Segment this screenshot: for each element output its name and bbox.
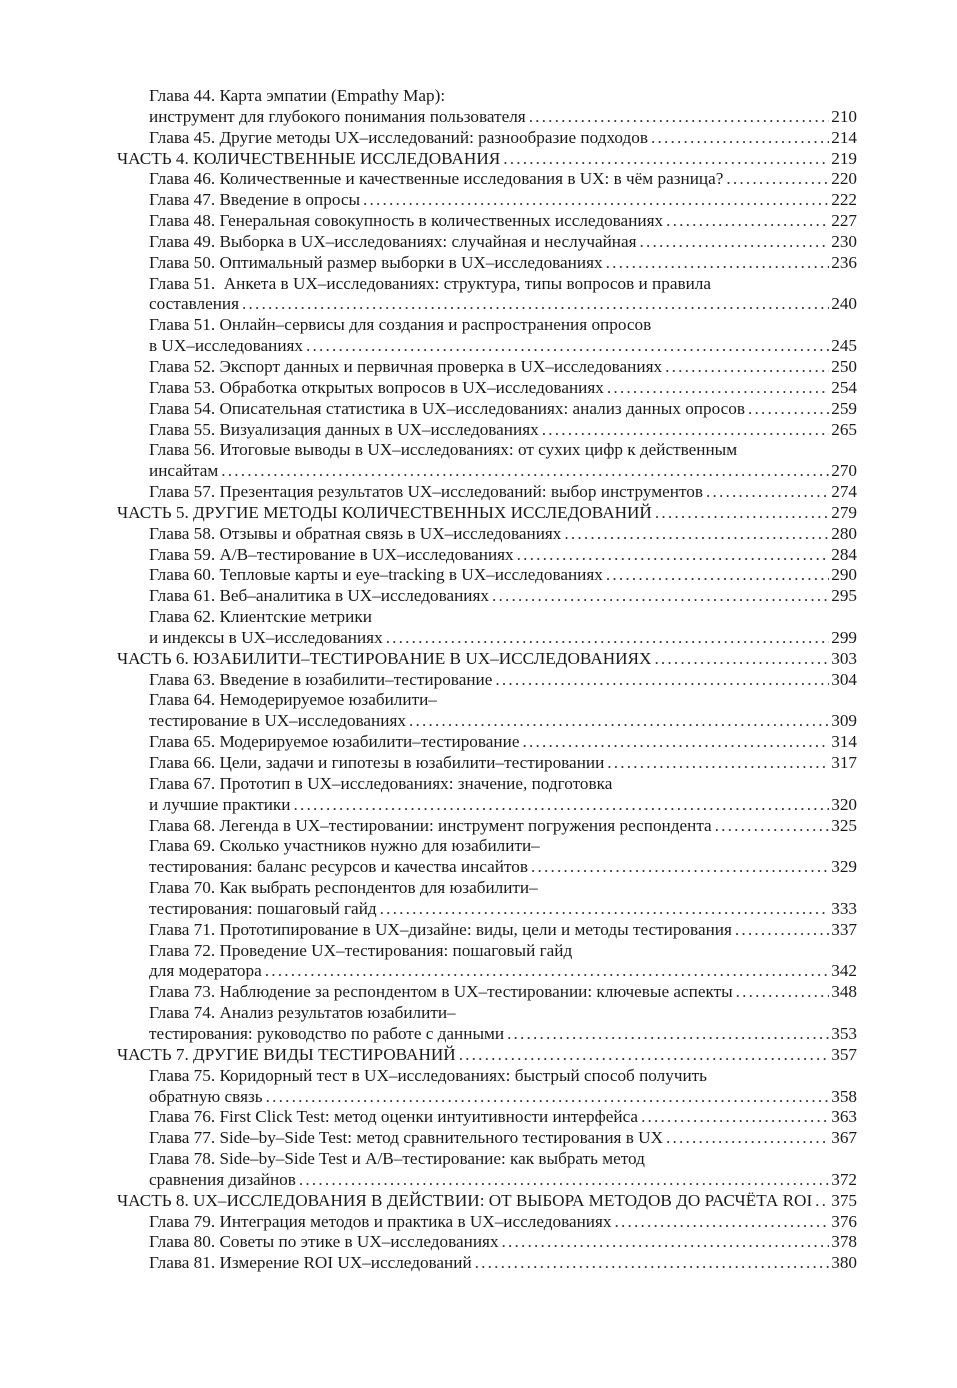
toc-page-number: 378 xyxy=(831,1232,857,1252)
toc-entry-title: Глава 78. Side–by–Side Test и A/B–тестирование: как выбрать метод xyxy=(149,1149,645,1169)
dot-leader xyxy=(522,732,829,753)
toc-part-entry xyxy=(117,149,857,170)
toc-entry-title: Глава 70. Как выбрать респондентов для юзабилити– xyxy=(149,878,538,898)
toc-chapter-entry xyxy=(117,1232,857,1253)
toc-entry-title: Глава 61. Веб–аналитика в UX–исследованиях xyxy=(149,586,489,606)
toc-line xyxy=(117,211,857,232)
toc-entry-title: ЧАСТЬ 8. UX–ИССЛЕДОВАНИЯ В ДЕЙСТВИИ: ОТ ВЫБОРА МЕТОДОВ ДО РАСЧЁТА ROI xyxy=(117,1190,813,1210)
dot-leader xyxy=(529,107,830,128)
toc-entry-title: Глава 50. Оптимальный размер выборки в UX–исследованиях xyxy=(149,252,603,272)
toc-entry-title: инструмент для глубокого понимания пользователя xyxy=(149,106,526,126)
toc-entry-title: и индексы в UX–исследованиях xyxy=(149,627,383,647)
toc-entry-title: Глава 57. Презентация результатов UX–исследований: выбор инструментов xyxy=(149,482,703,502)
toc-entry-title: Глава 65. Модерируемое юзабилити–тестирование xyxy=(149,732,520,752)
toc-chapter-entry xyxy=(117,399,857,420)
toc-page-number: 337 xyxy=(831,919,857,939)
toc-line xyxy=(117,1149,857,1170)
dot-leader xyxy=(640,232,830,253)
dot-leader xyxy=(641,1107,829,1128)
toc-line xyxy=(117,1024,857,1045)
toc-line xyxy=(117,149,857,170)
toc-line xyxy=(117,586,857,607)
toc-chapter-entry xyxy=(117,732,857,753)
toc-entry-title: и лучшие практики xyxy=(149,794,291,814)
toc-entry-title: тестирования: руководство по работе с данными xyxy=(149,1023,505,1043)
toc-chapter-entry xyxy=(117,169,857,190)
toc-entry-title: Глава 51. Онлайн–сервисы для создания и распространения опросов xyxy=(149,315,652,335)
toc-part-entry xyxy=(117,503,857,524)
dot-leader xyxy=(564,524,829,545)
dot-leader xyxy=(293,795,829,816)
toc-entry-title: ЧАСТЬ 4. КОЛИЧЕСТВЕННЫЕ ИССЛЕДОВАНИЯ xyxy=(117,148,501,168)
toc-chapter-entry xyxy=(117,1107,857,1128)
toc-line xyxy=(117,565,857,586)
dot-leader xyxy=(666,1128,829,1149)
toc-chapter-entry xyxy=(117,920,857,941)
toc-page-number: 304 xyxy=(831,669,857,689)
toc-line xyxy=(117,941,857,962)
toc-line xyxy=(117,420,857,441)
dot-leader xyxy=(221,461,829,482)
dot-leader xyxy=(306,336,829,357)
toc-line xyxy=(117,1107,857,1128)
dot-leader xyxy=(726,169,829,190)
toc-chapter-entry xyxy=(117,816,857,837)
dot-leader xyxy=(495,670,829,691)
toc-chapter-entry xyxy=(117,690,857,732)
dot-leader xyxy=(715,816,830,837)
toc-line xyxy=(117,336,857,357)
toc-line xyxy=(117,920,857,941)
toc-page-number: 274 xyxy=(831,482,857,502)
dot-leader xyxy=(492,586,829,607)
toc-chapter-entry xyxy=(117,607,857,649)
dot-leader xyxy=(531,857,829,878)
dot-leader xyxy=(651,128,829,149)
toc-chapter-entry xyxy=(117,1066,857,1108)
dot-leader xyxy=(815,1191,829,1212)
toc-line xyxy=(117,670,857,691)
toc-page-number: 284 xyxy=(831,544,857,564)
toc-chapter-entry xyxy=(117,836,857,878)
toc-page-number: 220 xyxy=(831,169,857,189)
toc-page-number: 214 xyxy=(831,127,857,147)
dot-leader xyxy=(655,503,829,524)
toc-page-number: 227 xyxy=(831,211,857,231)
toc-entry-title: Глава 60. Тепловые карты и eye–tracking в UX–исследованиях xyxy=(149,565,603,585)
toc-page-number: 299 xyxy=(831,627,857,647)
toc-page-number: 320 xyxy=(831,794,857,814)
toc-entry-title: Глава 46. Количественные и качественные исследования в UX: в чём разница? xyxy=(149,169,724,189)
toc-chapter-entry xyxy=(117,1003,857,1045)
toc-entry-title: Глава 81. Измерение ROI UX–исследований xyxy=(149,1253,472,1273)
toc-page-number: 250 xyxy=(831,356,857,376)
dot-leader xyxy=(736,982,830,1003)
toc-chapter-entry xyxy=(117,774,857,816)
toc-entry-title: Глава 67. Прототип в UX–исследованиях: значение, подготовка xyxy=(149,773,613,793)
toc-line xyxy=(117,1128,857,1149)
toc-line xyxy=(117,545,857,566)
toc-chapter-entry xyxy=(117,878,857,920)
toc-entry-title: Глава 59. A/B–тестирование в UX–исследованиях xyxy=(149,544,514,564)
toc-line xyxy=(117,378,857,399)
toc-entry-title: Глава 63. Введение в юзабилити–тестирование xyxy=(149,669,493,689)
toc-page-number: 290 xyxy=(831,565,857,585)
toc-line xyxy=(117,1066,857,1087)
toc-entry-title: Глава 56. Итоговые выводы в UX–исследованиях: от сухих цифр к действенным xyxy=(149,440,738,460)
toc-chapter-entry xyxy=(117,357,857,378)
toc-entry-title: сравнения дизайнов xyxy=(149,1169,296,1189)
toc-line xyxy=(117,440,857,461)
toc-line xyxy=(117,982,857,1003)
toc-page-number: 363 xyxy=(831,1107,857,1127)
toc-line xyxy=(117,294,857,315)
toc-line xyxy=(117,190,857,211)
toc-chapter-entry xyxy=(117,211,857,232)
toc-line xyxy=(117,1253,857,1274)
toc-chapter-entry xyxy=(117,753,857,774)
toc-page-number: 303 xyxy=(831,648,857,668)
dot-leader xyxy=(542,420,830,441)
toc-entry-title: Глава 51. Анкета в UX–исследованиях: структура, типы вопросов и правила xyxy=(149,273,711,293)
dot-leader xyxy=(607,378,829,399)
dot-leader xyxy=(409,711,829,732)
dot-leader xyxy=(607,753,829,774)
toc-entry-title: Глава 62. Клиентские метрики xyxy=(149,607,372,627)
toc-line xyxy=(117,399,857,420)
toc-entry-title: инсайтам xyxy=(149,461,219,481)
toc-chapter-entry xyxy=(117,482,857,503)
dot-leader xyxy=(503,149,829,170)
dot-leader xyxy=(606,565,829,586)
toc-entry-title: Глава 79. Интеграция методов и практика в UX–исследованиях xyxy=(149,1211,612,1231)
toc-line xyxy=(117,795,857,816)
dot-leader xyxy=(665,357,829,378)
toc-line xyxy=(117,961,857,982)
toc-entry-title: Глава 77. Side–by–Side Test: метод сравнительного тестирования в UX xyxy=(149,1128,663,1148)
toc-entry-title: ЧАСТЬ 5. ДРУГИЕ МЕТОДЫ КОЛИЧЕСТВЕННЫХ ИССЛЕДОВАНИЙ xyxy=(117,502,652,522)
dot-leader xyxy=(265,961,829,982)
toc-part-entry xyxy=(117,1045,857,1066)
toc-entry-title: Глава 47. Введение в опросы xyxy=(149,190,361,210)
toc-chapter-entry xyxy=(117,128,857,149)
toc-page-number: 210 xyxy=(831,106,857,126)
dot-leader xyxy=(748,399,829,420)
toc-page-number: 333 xyxy=(831,898,857,918)
toc-entry-title: тестирования: пошаговый гайд xyxy=(149,898,377,918)
toc-line xyxy=(117,482,857,503)
toc-page-number: 222 xyxy=(831,190,857,210)
toc-page-number: 219 xyxy=(831,148,857,168)
toc-entry-title: тестирования: баланс ресурсов и качества инсайтов xyxy=(149,857,528,877)
toc-line xyxy=(117,774,857,795)
toc-chapter-entry xyxy=(117,315,857,357)
toc-line xyxy=(117,732,857,753)
table-of-contents xyxy=(117,86,857,1274)
toc-line xyxy=(117,1232,857,1253)
toc-line xyxy=(117,1191,857,1212)
toc-line xyxy=(117,253,857,274)
toc-page-number: 314 xyxy=(831,732,857,752)
toc-line xyxy=(117,357,857,378)
dot-leader xyxy=(266,1087,830,1108)
toc-line xyxy=(117,1087,857,1108)
toc-part-entry xyxy=(117,649,857,670)
toc-page-number: 240 xyxy=(831,294,857,314)
toc-entry-title: Глава 68. Легенда в UX–тестировании: инструмент погружения респондента xyxy=(149,815,712,835)
toc-entry-title: Глава 53. Обработка открытых вопросов в UX–исследованиях xyxy=(149,377,604,397)
toc-entry-title: ЧАСТЬ 6. ЮЗАБИЛИТИ–ТЕСТИРОВАНИЕ В UX–ИССЛЕДОВАНИЯХ xyxy=(117,648,652,668)
toc-page-number: 254 xyxy=(831,377,857,397)
dot-leader xyxy=(735,920,829,941)
toc-line xyxy=(117,86,857,107)
toc-page-number: 245 xyxy=(831,336,857,356)
toc-line xyxy=(117,607,857,628)
toc-line xyxy=(117,649,857,670)
toc-page-number: 265 xyxy=(831,419,857,439)
toc-line xyxy=(117,628,857,649)
toc-part-entry xyxy=(117,1191,857,1212)
dot-leader xyxy=(299,1170,829,1191)
toc-entry-title: Глава 58. Отзывы и обратная связь в UX–исследованиях xyxy=(149,523,562,543)
toc-chapter-entry xyxy=(117,1149,857,1191)
toc-chapter-entry xyxy=(117,440,857,482)
dot-leader xyxy=(654,649,829,670)
dot-leader xyxy=(507,1024,829,1045)
toc-line xyxy=(117,232,857,253)
toc-entry-title: Глава 45. Другие методы UX–исследований: разнообразие подходов xyxy=(149,127,648,147)
toc-page-number: 309 xyxy=(831,711,857,731)
toc-page-number: 259 xyxy=(831,398,857,418)
toc-line xyxy=(117,816,857,837)
dot-leader xyxy=(606,253,830,274)
dot-leader xyxy=(363,190,829,211)
toc-line xyxy=(117,878,857,899)
toc-chapter-entry xyxy=(117,1212,857,1233)
dot-leader xyxy=(706,482,829,503)
toc-entry-title: ЧАСТЬ 7. ДРУГИЕ ВИДЫ ТЕСТИРОВАНИЙ xyxy=(117,1044,456,1064)
toc-entry-title: Глава 74. Анализ результатов юзабилити– xyxy=(149,1003,456,1023)
toc-line xyxy=(117,461,857,482)
toc-entry-title: Глава 80. Советы по этике в UX–исследованиях xyxy=(149,1232,499,1252)
toc-line xyxy=(117,315,857,336)
toc-entry-title: обратную связь xyxy=(149,1086,263,1106)
toc-line xyxy=(117,1045,857,1066)
toc-entry-title: тестирование в UX–исследованиях xyxy=(149,711,406,731)
toc-chapter-entry xyxy=(117,378,857,399)
toc-line xyxy=(117,1003,857,1024)
dot-leader xyxy=(386,628,830,649)
toc-line xyxy=(117,107,857,128)
toc-page-number: 357 xyxy=(831,1044,857,1064)
toc-entry-title: в UX–исследованиях xyxy=(149,336,304,356)
toc-entry-title: Глава 54. Описательная статистика в UX–исследованиях: анализ данных опросов xyxy=(149,398,745,418)
toc-line xyxy=(117,274,857,295)
toc-line xyxy=(117,169,857,190)
toc-line xyxy=(117,753,857,774)
toc-chapter-entry xyxy=(117,420,857,441)
toc-line xyxy=(117,1170,857,1191)
toc-entry-title: Глава 52. Экспорт данных и первичная проверка в UX–исследованиях xyxy=(149,356,663,376)
toc-chapter-entry xyxy=(117,670,857,691)
toc-page-number: 375 xyxy=(831,1190,857,1210)
toc-page-number: 329 xyxy=(831,857,857,877)
toc-page-number: 348 xyxy=(831,982,857,1002)
toc-entry-title: Глава 72. Проведение UX–тестирования: пошаговый гайд xyxy=(149,940,573,960)
toc-line xyxy=(117,128,857,149)
toc-chapter-entry xyxy=(117,1128,857,1149)
toc-page-number: 372 xyxy=(831,1169,857,1189)
toc-entry-title: Глава 44. Карта эмпатии (Empathy Map): xyxy=(149,86,446,105)
toc-line xyxy=(117,857,857,878)
toc-chapter-entry xyxy=(117,941,857,983)
toc-entry-title: Глава 73. Наблюдение за респондентом в UX–тестировании: ключевые аспекты xyxy=(149,982,733,1002)
toc-entry-title: Глава 75. Коридорный тест в UX–исследованиях: быстрый способ получить xyxy=(149,1065,708,1085)
dot-leader xyxy=(459,1045,830,1066)
toc-page-number: 236 xyxy=(831,252,857,272)
toc-entry-title: Глава 71. Прототипирование в UX–дизайне: виды, цели и методы тестирования xyxy=(149,919,732,939)
toc-chapter-entry xyxy=(117,524,857,545)
toc-line xyxy=(117,836,857,857)
toc-chapter-entry xyxy=(117,190,857,211)
dot-leader xyxy=(517,545,830,566)
toc-line xyxy=(117,524,857,545)
toc-page-number: 376 xyxy=(831,1211,857,1231)
toc-page-number: 270 xyxy=(831,461,857,481)
toc-page-number: 295 xyxy=(831,586,857,606)
toc-chapter-entry xyxy=(117,565,857,586)
toc-page-number: 380 xyxy=(831,1253,857,1273)
toc-entry-title: Глава 55. Визуализация данных в UX–исследованиях xyxy=(149,419,539,439)
dot-leader xyxy=(614,1212,829,1233)
toc-entry-title: Глава 69. Сколько участников нужно для юзабилити– xyxy=(149,836,540,856)
toc-chapter-entry xyxy=(117,982,857,1003)
toc-page-number: 325 xyxy=(831,815,857,835)
toc-chapter-entry xyxy=(117,545,857,566)
toc-chapter-entry xyxy=(117,1253,857,1274)
toc-chapter-entry xyxy=(117,586,857,607)
toc-page-number: 230 xyxy=(831,231,857,251)
dot-leader xyxy=(666,211,829,232)
toc-line xyxy=(117,690,857,711)
toc-entry-title: Глава 49. Выборка в UX–исследованиях: случайная и неслучайная xyxy=(149,231,637,251)
toc-page-number: 279 xyxy=(831,502,857,522)
toc-entry-title: составления xyxy=(149,294,240,314)
toc-entry-title: Глава 64. Немодерируемое юзабилити– xyxy=(149,690,437,710)
dot-leader xyxy=(380,899,830,920)
toc-page-number: 342 xyxy=(831,961,857,981)
toc-page-number: 317 xyxy=(831,753,857,772)
toc-entry-title: Глава 76. First Click Test: метод оценки интуитивности интерфейса xyxy=(149,1107,639,1127)
dot-leader xyxy=(475,1253,830,1274)
toc-entry-title: Глава 66. Цели, задачи и гипотезы в юзабилити–тестировании xyxy=(149,753,605,772)
toc-chapter-entry xyxy=(117,274,857,316)
toc-line xyxy=(117,503,857,524)
toc-entry-title: для модератора xyxy=(149,961,262,981)
toc-entry-title: Глава 48. Генеральная совокупность в количественных исследованиях xyxy=(149,211,664,231)
toc-page-number: 280 xyxy=(831,523,857,543)
toc-chapter-entry xyxy=(117,253,857,274)
toc-chapter-entry xyxy=(117,86,857,128)
toc-page-number: 358 xyxy=(831,1086,857,1106)
toc-page-number: 353 xyxy=(831,1023,857,1043)
toc-line xyxy=(117,1212,857,1233)
toc-page-number: 367 xyxy=(831,1128,857,1148)
toc-line xyxy=(117,899,857,920)
toc-chapter-entry xyxy=(117,232,857,253)
dot-leader xyxy=(502,1232,830,1253)
toc-line xyxy=(117,711,857,732)
dot-leader xyxy=(242,294,829,315)
